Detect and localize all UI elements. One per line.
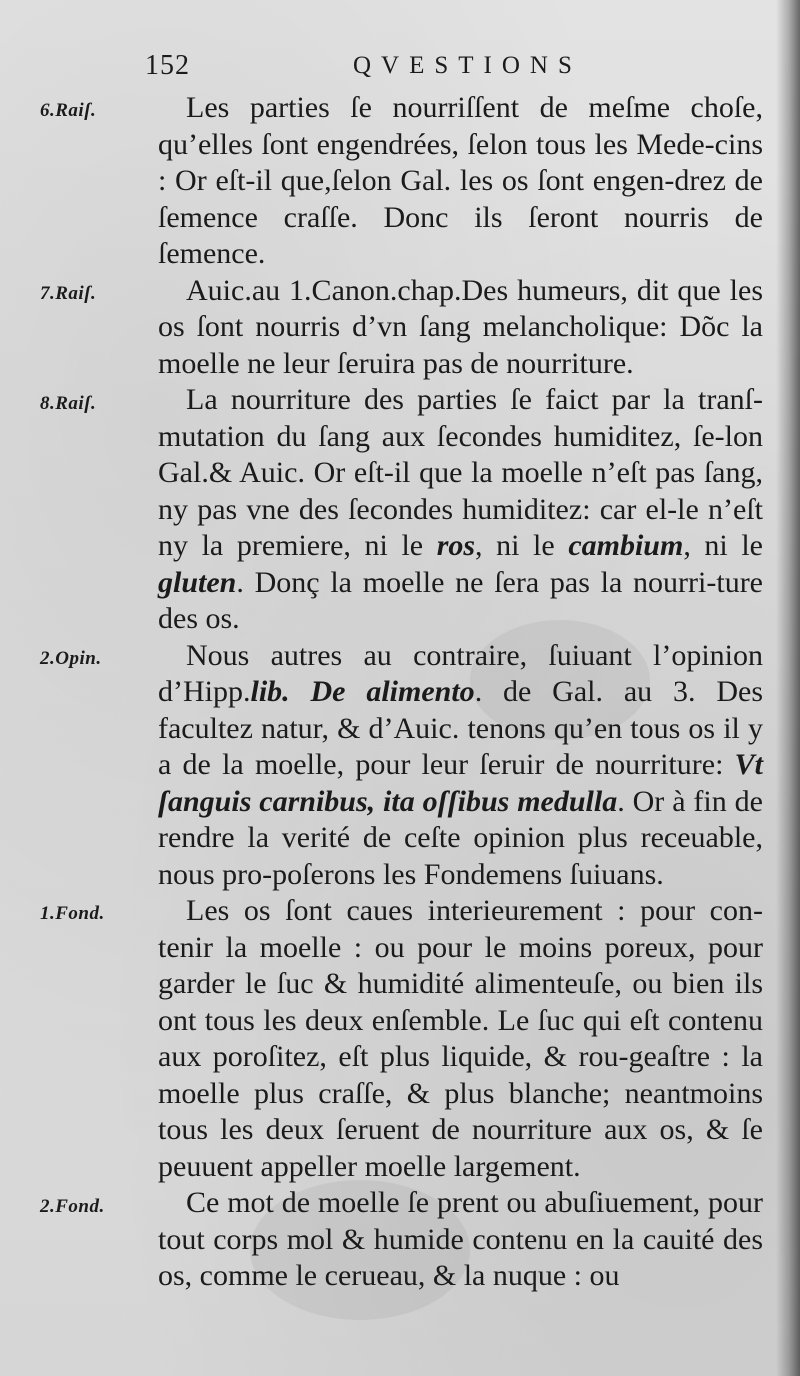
paragraph-text: , ni le	[475, 529, 569, 562]
paragraph-text: , ni le	[683, 529, 763, 562]
paragraph-text: . de Gal. au 3. Des facultez natur, & d’Auic. tenons qu’en tous os il y a de la moelle, pour leur ſeruir de nourriture:	[158, 675, 763, 781]
italic-citation: lib. De alimento	[250, 675, 475, 708]
italic-latin-quote: Vt ſanguis carnibus, ita oſſibus medulla	[158, 748, 763, 818]
page-header	[145, 50, 605, 90]
marginal-note-6-rais: 6.Raiſ.	[40, 100, 97, 121]
running-head: QVESTIONS	[353, 52, 582, 79]
paragraph-text: Les parties ſe nourriſſent de meſme choſe, qu’elles ſont engendrées, ſelon tous les Mede-cins : Or eſt-il que,ſelon Gal. les os ſont engen-drez de ſemence craſſe. Donc ils ſeront nourris de ſemence.	[158, 91, 763, 270]
paragraph-text: . Donç la moelle ne ſera pas la nourri-ture des os.	[158, 565, 763, 635]
paragraph-text: . Or à fin de rendre la verité de ceſte opinion plus receuable, nous pro-poſerons les Fondemens ſuiuans.	[158, 784, 763, 891]
paragraph-6-rais	[158, 90, 763, 273]
italic-term-gluten: gluten	[158, 565, 237, 599]
italic-term-cambium: cambium	[568, 529, 684, 562]
paragraph-1-fond	[158, 893, 763, 1185]
italic-term-ros: ros	[436, 529, 476, 562]
marginal-note-2-opin: 2.Opin.	[40, 648, 102, 669]
marginal-note-1-fond: 1.Fond.	[40, 903, 105, 924]
paragraph-text: Les os ſont caues interieurement : pour con-tenir la moelle : ou pour le moins poreux, pour garder le ſuc & humidité alimenteuſe, ou bien ils ont tous les deux enſemble. Le ſuc qui eſt contenu aux poroſitez, eſt plus liquide, & rou-geaſtre : la moelle plus craſſe, & plus blanche; neantmoins tous les deux ſeruent de nourriture aux os, & ſe peuuent appeller moelle largement.	[158, 894, 763, 1183]
marginal-note-2-fond: 2.Fond.	[40, 1196, 105, 1217]
body-text	[158, 90, 763, 1295]
gutter-shadow	[776, 0, 800, 1376]
marginal-note-8-rais: 8.Raiſ.	[40, 393, 97, 414]
marginal-note-7-rais: 7.Raiſ.	[40, 283, 97, 304]
paragraph-text: La nourriture des parties ſe faict par la tranſ-mutation du ſang aux ſecondes humiditez, ſe-lon Gal.& Auic. Or eſt-il que la moelle n’eſt pas ſang, ny pas vne des ſecondes humiditez: car el-le n’eſt ny la premiere, ni le	[158, 383, 763, 562]
paragraph-text: Ce mot de moelle ſe prent ou abuſiuement, pour tout corps mol & humide contenu en la cauité des os, comme le cerueau, & la nuque : ou	[158, 1186, 763, 1292]
paragraph-text: Auic.au 1.Canon.chap.Des humeurs, dit que les os ſont nourris d’vn ſang melancholique: Dõc la moelle ne leur ſeruira pas de nourriture.	[158, 273, 763, 380]
paragraph-text: Nous autres au contraire, ſuiuant l’opinion d’Hipp.	[158, 638, 763, 708]
paragraph-2-opin	[158, 638, 763, 894]
paragraph-2-fond	[158, 1185, 763, 1295]
paragraph-7-rais	[158, 273, 763, 383]
page-number: 152	[145, 50, 190, 81]
paragraph-8-rais	[158, 382, 763, 638]
